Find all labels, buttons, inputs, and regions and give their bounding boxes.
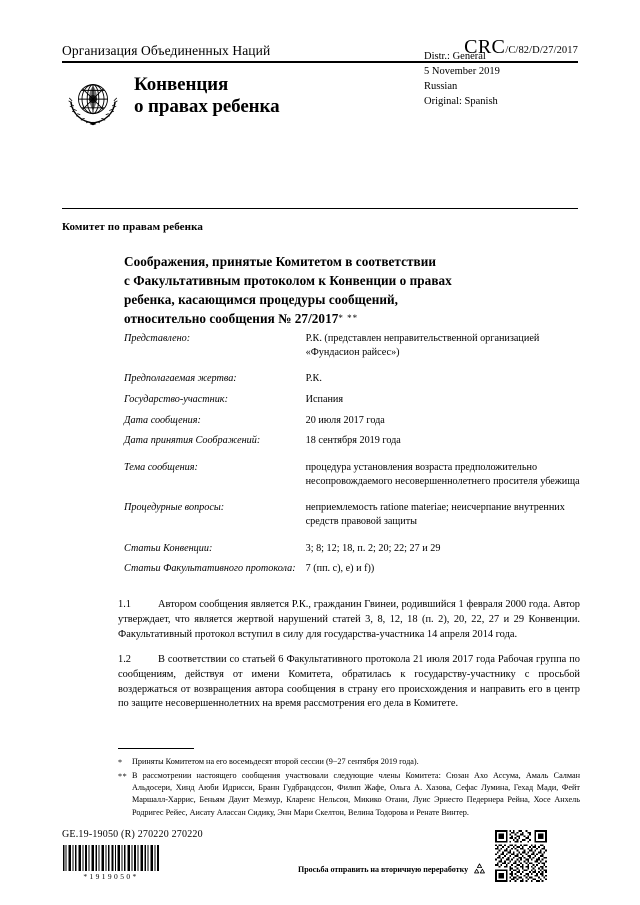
header-top-row <box>62 36 578 61</box>
convention-title <box>134 72 279 118</box>
paragraph-number: 1.1 <box>118 599 131 610</box>
barcode-icon <box>62 845 160 871</box>
meta-value: Р.К. (представлен неправительственной организацией «Фундасион рaйсес») <box>305 333 540 358</box>
organization-name: Организация Объединенных Наций <box>62 43 271 58</box>
footnote-markers: * ** <box>338 312 359 323</box>
paragraph-text: В соответствии со статьей 6 Факультативного протокола 21 июля 2017 года Рабочая группа по сообщениям, действуя от имени Комитета, обратилась к государству-участнику с просьбой воздержаться от возвращения автора сообщения в страну его происхождения и направить его в центр по защите несовершеннолетних на время рассмотрения его дела в Комитете. <box>118 654 580 710</box>
table-row <box>124 562 580 583</box>
table-row <box>124 372 580 393</box>
footnote-item <box>118 770 580 819</box>
recycle-icon <box>472 862 487 877</box>
document-job-code: GE.19-19050 (R) 270220 270220 <box>62 829 203 840</box>
recycle-notice-text: Просьба отправить на вторичную переработку <box>298 865 469 874</box>
meta-label: Статьи Конвенции: <box>124 542 213 554</box>
table-row <box>124 461 580 501</box>
meta-value: Р.К. <box>305 373 322 385</box>
meta-label: Государство-участник: <box>124 394 228 406</box>
table-row <box>124 414 580 435</box>
footnote-marker: * <box>118 758 123 767</box>
footnote-marker: ** <box>118 772 128 782</box>
footnote-text: Приняты Комитетом на его восемьдесят второй сессии (9−27 сентября 2019 года). <box>132 757 419 766</box>
meta-label: Предполагаемая жертва: <box>124 373 237 385</box>
distribution-line-4: Original: Spanish <box>424 95 498 107</box>
case-metadata-table <box>124 332 580 583</box>
paragraph-number: 1.2 <box>118 654 131 665</box>
recycle-notice <box>298 862 487 877</box>
meta-value: 7 (пп. c), e) и f)) <box>305 563 375 575</box>
table-row <box>124 434 580 461</box>
table-row <box>124 501 580 541</box>
meta-label: Дата принятия Соображений: <box>124 435 261 447</box>
table-row <box>124 393 580 414</box>
meta-value: процедура установления возраста предположительно несопровождаемого несовершеннолетнего просителя убежища <box>305 462 580 487</box>
distribution-line-1: Distr.: General <box>424 51 486 62</box>
meta-label: Процедурные вопросы: <box>124 502 225 514</box>
committee-name: Комитет по правам ребенка <box>62 221 203 233</box>
page-title <box>124 253 544 329</box>
document-symbol-main: CRC <box>464 36 506 58</box>
paragraph-text: Автором сообщения является Р.К., гражданин Гвинеи, родившийся 1 февраля 2000 года. Автор утверждает, что является жертвой нарушений статей 3, 8, 12, 18 (п. 2), 20, 22, 27 и 29 Конвенции. Факультативный протокол вступил в силу для государства-участника 14 апреля 2014 года. <box>118 599 580 640</box>
distribution-line-3: Russian <box>424 80 458 92</box>
meta-label: Представлено: <box>124 333 191 344</box>
header-divider <box>62 61 578 63</box>
footnote-item <box>118 756 580 769</box>
document-symbol-suffix: /C/82/D/27/2017 <box>505 45 578 56</box>
meta-value: неприемлемость ratione materiae; неисчерпание внутренних средств правовой защиты <box>305 502 565 528</box>
distribution-block <box>424 50 500 110</box>
meta-label: Дата сообщения: <box>124 414 201 426</box>
document-header <box>62 36 578 131</box>
header-body-row <box>62 72 578 131</box>
paragraph-1-2 <box>118 653 580 712</box>
table-row <box>124 332 580 372</box>
footnotes-section <box>118 756 580 820</box>
convention-title-line-1: Конвенция <box>134 74 229 95</box>
footnote-text: В рассмотрении настоящего сообщения участвовали следующие члены Комитета: Сюзан Ахо Ассума, Амаль Салман Альдосери, Хинд Аюби Идрисси, Бранн Гудбрандссон, Филип Жафе, Ольга А. Хазова, Сефас Лумина, Гехад Мади, Фейт Маршалл-Харрис, Беньям Дауит Мезмур, Кларенс Нельсон, Микико Отани, Луис Эрнесто Педернера Рейна, Хосе Анхель Родригес Рейес, Аисату Алассан Сидику, Энн Мари Скелтон, Велина Тодорова и Ренате Винтер. <box>132 771 580 817</box>
barcode-number: *1919050* <box>83 872 139 881</box>
page-title-line-1: Соображения, принятые Комитетом в соответствии <box>124 254 436 269</box>
paragraph-1-1 <box>118 598 580 642</box>
table-row <box>124 542 580 563</box>
meta-value: Испания <box>305 394 344 406</box>
page-title-line-2: с Факультативным протоколом к Конвенции о правах <box>124 272 452 288</box>
section-divider <box>62 208 578 209</box>
qr-code-icon <box>495 830 547 882</box>
meta-label: Тема сообщения: <box>124 462 198 474</box>
distribution-line-2: 5 November 2019 <box>424 65 500 77</box>
footnote-divider <box>118 748 194 749</box>
page-title-line-4-wrap <box>124 310 544 329</box>
page-title-line-3: ребенка, касающимся процедуры сообщений, <box>124 291 399 307</box>
meta-label: Статьи Факультативного протокола: <box>124 563 296 575</box>
un-emblem-icon <box>64 73 122 131</box>
page-title-line-4: относительно сообщения № 27/2017 <box>124 310 339 326</box>
meta-value: 18 сентября 2019 года <box>305 435 401 447</box>
meta-value: 20 июля 2017 года <box>305 414 385 426</box>
meta-value: 3; 8; 12; 18, п. 2; 20; 22; 27 и 29 <box>305 542 441 554</box>
convention-title-line-2: о правах ребенка <box>134 96 280 118</box>
